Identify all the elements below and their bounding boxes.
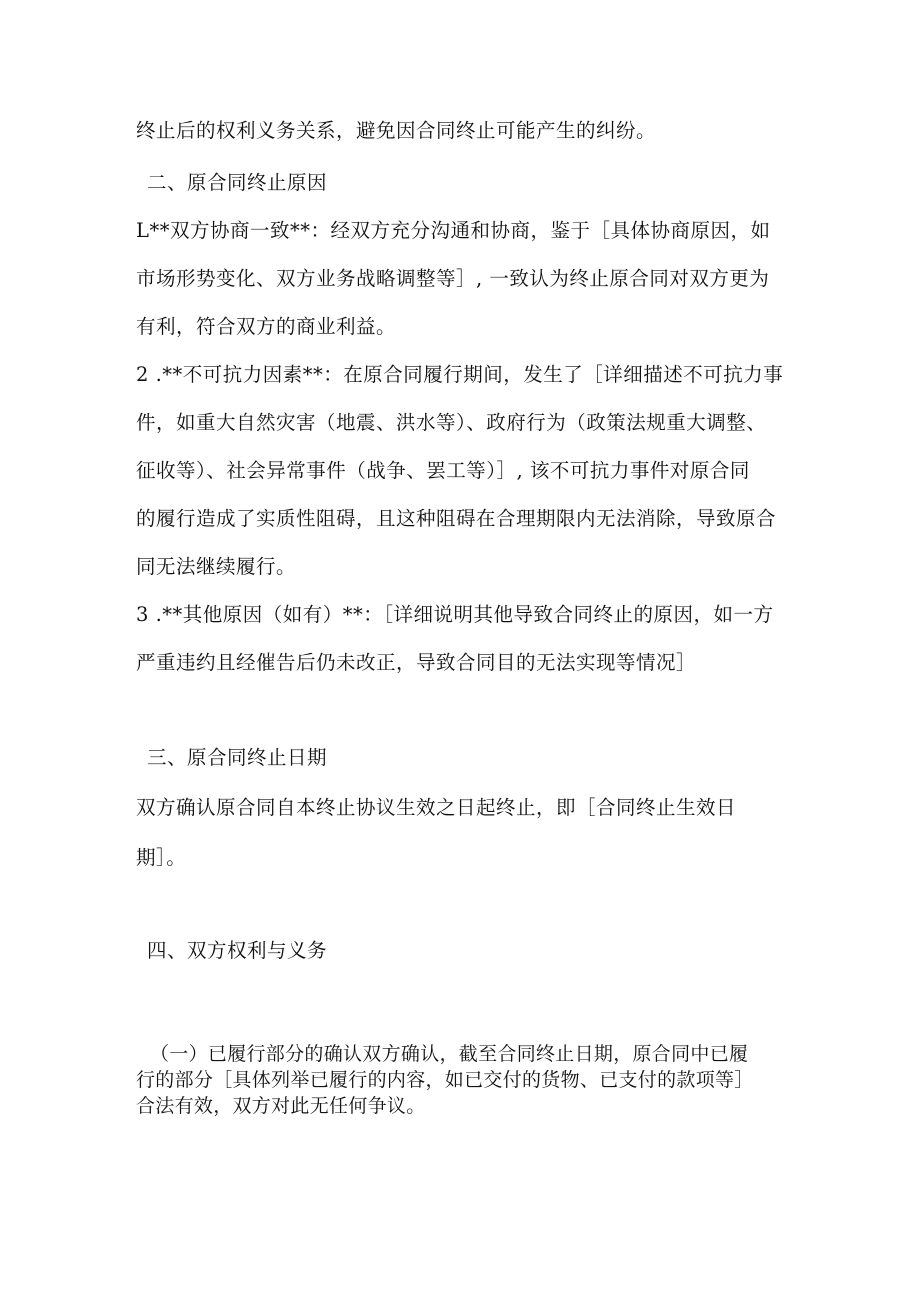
section-2-item-2-line: 2 .**不可抗力因素**：在原合同履行期间，发生了［详细描述不可抗力事: [136, 363, 784, 386]
section-4-sub-1-line: 行的部分［具体列举已履行的内容，如已交付的货物、已支付的款项等］: [136, 1069, 754, 1091]
section-2-item-3-line: 3 .**其他原因（如有）**：［详细说明其他导致合同终止的原因，如一方: [136, 603, 774, 626]
section-3-heading: 三、原合同终止日期: [147, 746, 328, 769]
section-2-item-2-line: 的履行造成了实质性阻碍，且这种阻碍在合理期限内无法消除，导致原合: [136, 507, 777, 530]
section-2-item-2-line: 征收等）、社会异常事件（战争、罢工等）］, 该不可抗力事件对原合同: [136, 459, 750, 482]
section-2-heading: 二、原合同终止原因: [147, 171, 328, 194]
section-2-item-2-line: 件，如重大自然灾害（地震、洪水等）、政府行为（政策法规重大调整、: [136, 411, 767, 434]
section-2-item-3-line: 严重违约且经催告后仍未改正，导致合同目的无法实现等情况］: [136, 651, 697, 674]
section-2-item-1-line: 市场形势变化、双方业务战略调整等］, 一致认为终止原合同对双方更为: [136, 267, 770, 290]
section-4-sub-1-line: 合法有效，双方对此无任何争议。: [136, 1095, 426, 1117]
section-4-sub-1-line: （一）已履行部分的确认双方确认，截至合同终止日期，原合同中已履: [150, 1043, 749, 1065]
intro-line: 终止后的权利义务关系，避免因合同终止可能产生的纠纷。: [136, 119, 657, 142]
section-2-item-1-line: L**双方协商一致**：经双方充分沟通和协商，鉴于［具体协商原因，如: [136, 219, 771, 242]
section-3-body-line: 期］。: [136, 846, 187, 869]
section-2-item-1-line: 有利，符合双方的商业利益。: [136, 315, 397, 338]
section-4-heading: 四、双方权利与义务: [147, 939, 328, 962]
section-3-body-line: 双方确认原合同自本终止协议生效之日起终止，即［合同终止生效日: [136, 796, 737, 819]
section-2-item-2-line: 同无法继续履行。: [136, 555, 297, 578]
